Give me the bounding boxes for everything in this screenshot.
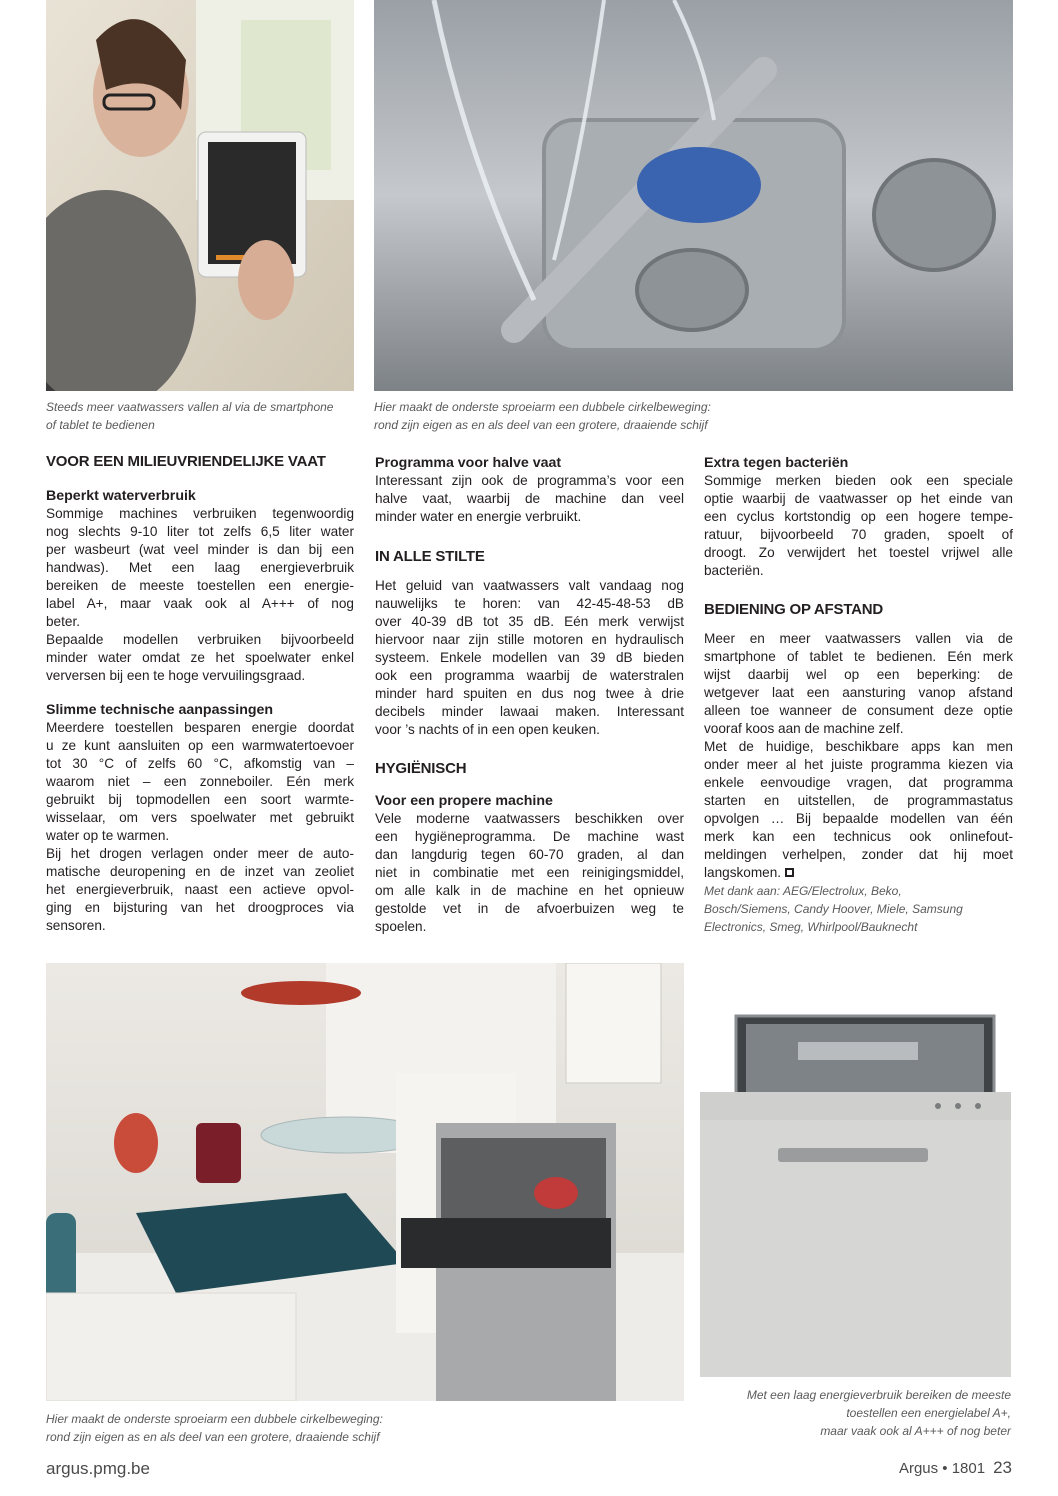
page-number: 23 bbox=[993, 1458, 1012, 1477]
end-of-article-icon bbox=[785, 868, 794, 877]
text-line: Interessant zijn ook de programma’s voor een bbox=[375, 473, 684, 488]
caption-line: toestellen een energielabel A+, bbox=[846, 1406, 1011, 1420]
text-line: gebruikt bij topmodellen een soort warmte- bbox=[46, 792, 354, 807]
text-line: alleen toe wanneer de consument deze optie bbox=[704, 703, 1013, 718]
text-line: spoelen. bbox=[375, 919, 427, 934]
text-line: Meerdere toestellen besparen energie doordat bbox=[46, 720, 354, 735]
acknowledgements bbox=[704, 882, 1013, 936]
text-line: systeem. Enkele modellen van 39 dB bieden bbox=[375, 650, 684, 665]
text-line: om alle kalk in de machine en het opnieuw bbox=[375, 883, 684, 898]
text-line: minder hard spuiten en dus nog twee à drie bbox=[375, 686, 684, 701]
paragraph bbox=[704, 738, 1013, 882]
text-line: ook een programma waarbij de waterstralen bbox=[375, 668, 684, 683]
text-line: bacteriën. bbox=[704, 563, 764, 578]
text-line: nog slechts 9-10 liter tot zelfs 6,5 liter water bbox=[46, 524, 354, 539]
acknowledgement-line: Bosch/Siemens, Candy Hoover, Miele, Samsung bbox=[704, 902, 963, 916]
text-line: sensoren. bbox=[46, 918, 106, 933]
paragraph bbox=[704, 630, 1013, 738]
caption-line: Met een laag energieverbruik bereiken de meeste bbox=[746, 1388, 1011, 1402]
text-line: Meer en meer vaatwassers vallen via de bbox=[704, 631, 1013, 646]
text-line: voor ’s nachts of in een open keuken. bbox=[375, 722, 600, 737]
photo-kitchen-dishwasher bbox=[46, 963, 684, 1401]
text-line: minder water en energie verbruikt. bbox=[375, 509, 582, 524]
text-line: dan langdurig tegen 60-70 graden, al dan bbox=[375, 847, 684, 862]
text-line: een cyclus kortstondig op een hogere tempe- bbox=[704, 509, 1013, 524]
subheading: Programma voor halve vaat bbox=[375, 455, 562, 471]
text-line: een hygiëneprogramma. De machine wast bbox=[375, 829, 684, 844]
text-line: nauwelijks te horen: van 42-45-48-53 dB bbox=[375, 596, 684, 611]
paragraph bbox=[46, 631, 354, 685]
text-line: onder meer al het juiste programma kiezen via bbox=[704, 757, 1013, 772]
caption-line: Steeds meer vaatwassers vallen al via de smartphone bbox=[46, 400, 334, 414]
caption-bottom-left bbox=[46, 1410, 466, 1446]
text-line: starten en uitstellen, de programmastatus bbox=[704, 793, 1013, 808]
text-line: opvolgen … Bij bepaalde modellen van één bbox=[704, 811, 1013, 826]
text-line: water op te warmen. bbox=[46, 828, 170, 843]
section-heading: VOOR EEN MILIEUVRIENDELIJKE VAAT bbox=[46, 453, 326, 470]
text-line: wijst daarbij wel op een beperking: de bbox=[704, 667, 1013, 682]
text-line: het energieverbruik, naast een actieve opvol- bbox=[46, 882, 354, 897]
text-line: enkele eenvoudige vragen, dat programma bbox=[704, 775, 1013, 790]
text-line: Vele moderne vaatwassers beschikken over bbox=[375, 811, 684, 826]
page-footer bbox=[899, 1458, 1012, 1478]
paragraph bbox=[46, 505, 354, 631]
text-line: beter. bbox=[46, 614, 81, 629]
caption-line: Hier maakt de onderste sproeiarm een dubbele cirkelbeweging: bbox=[46, 1412, 383, 1426]
text-line: handwas). Met een laag energieverbruik bbox=[46, 560, 354, 575]
text-line: hiervoor naar zijn stille motoren en hydraulisch bbox=[375, 632, 684, 647]
section-heading: BEDIENING OP AFSTAND bbox=[704, 601, 884, 618]
website-link[interactable]: argus.pmg.be bbox=[46, 1459, 150, 1478]
section-heading: HYGIËNISCH bbox=[375, 760, 467, 777]
text-line: bereiken de meeste toestellen een energie- bbox=[46, 578, 354, 593]
text-line: Bij het drogen verlagen onder meer de auto- bbox=[46, 846, 354, 861]
column-1 bbox=[46, 452, 354, 935]
text-line: Sommige merken bieden ook een speciale bbox=[704, 473, 1013, 488]
paragraph bbox=[46, 719, 354, 845]
text-line: tot 30 °C of zelfs 60 °C, afkomstig van – bbox=[46, 756, 354, 771]
text-line: label A+, maar vaak ook al A+++ of nog bbox=[46, 596, 354, 611]
text-line: optie waarbij de vaatwasser op het einde van bbox=[704, 491, 1013, 506]
column-2 bbox=[375, 454, 684, 936]
text-line: smartphone of tablet te bedienen. Eén merk bbox=[704, 649, 1013, 664]
text-line: u ze kunt aansluiten op een warmwatertoevoer bbox=[46, 738, 354, 753]
photo-dishwasher-interior bbox=[374, 0, 1013, 391]
subheading: Slimme technische aanpassingen bbox=[46, 702, 274, 718]
text-line: per wasbeurt (wat veel minder is dan bij een bbox=[46, 542, 354, 557]
text-line: waarom niet – een zonneboiler. Eén merk bbox=[46, 774, 354, 789]
caption-line: of tablet te bedienen bbox=[46, 418, 155, 432]
subheading: Voor een propere machine bbox=[375, 793, 553, 809]
caption-line: rond zijn eigen as en als deel van een grotere, draaiende schijf bbox=[374, 418, 708, 432]
text-line: over 40-39 dB tot 35 dB. Eén merk verwijst bbox=[375, 614, 684, 629]
text-line: Het geluid van vaatwassers valt vandaag nog bbox=[375, 578, 684, 593]
text-line: droogt. Zo verwijdert het toestel vrijwel alle bbox=[704, 545, 1013, 560]
paragraph bbox=[46, 845, 354, 935]
text-line: merk kan een technicus ook onlinefout- bbox=[704, 829, 1013, 844]
text-line bbox=[704, 864, 1013, 882]
text-line: Bepaalde modellen verbruiken bijvoorbeeld bbox=[46, 632, 354, 647]
column-3 bbox=[704, 454, 1013, 936]
paragraph bbox=[375, 810, 684, 936]
text-line: minder water omdat ze het spoelwater enkel bbox=[46, 650, 354, 665]
caption-bottom-right bbox=[713, 1386, 1011, 1440]
caption-top-right bbox=[374, 398, 794, 434]
photo-built-in-dishwasher bbox=[698, 1014, 1013, 1379]
text-line: matische deuropening en de inzet van zeoliet bbox=[46, 864, 354, 879]
text-line: ratuur, bijvoorbeeld 70 graden, spoelt of bbox=[704, 527, 1013, 542]
text-line: ging en bijsturing van het droogproces via bbox=[46, 900, 354, 915]
text-line: vooraf koos aan de machine zelf. bbox=[704, 721, 904, 736]
text-line: decibels minder lawaai maken. Interessant bbox=[375, 704, 684, 719]
section-heading: IN ALLE STILTE bbox=[375, 548, 485, 565]
caption-line: maar vaak ook al A+++ of nog beter bbox=[820, 1424, 1011, 1438]
paragraph bbox=[704, 472, 1013, 580]
photo-woman-tablet bbox=[46, 0, 354, 391]
acknowledgement-line: Met dank aan: AEG/Electrolux, Beko, bbox=[704, 884, 902, 898]
magazine-issue: Argus • 1801 bbox=[898, 1460, 986, 1477]
paragraph bbox=[375, 577, 684, 739]
text-line: halve vaat, waarbij de machine dan veel bbox=[375, 491, 684, 506]
text-line: wisselaar, om vers spoelwater met gebruikt bbox=[46, 810, 354, 825]
subheading: Extra tegen bacteriën bbox=[704, 455, 849, 471]
text-line: meldingen verhelpen, zonder dat hij moet bbox=[704, 847, 1013, 862]
text-line: verversen bij een te hoge vervuilingsgraad. bbox=[46, 668, 306, 683]
acknowledgement-line: Electronics, Smeg, Whirlpool/Bauknecht bbox=[704, 920, 918, 934]
caption-line: rond zijn eigen as en als deel van een grotere, draaiende schijf bbox=[46, 1430, 380, 1444]
caption-top-left bbox=[46, 398, 356, 434]
subheading: Beperkt waterverbruik bbox=[46, 488, 196, 504]
text-line: niet in combinatie met een reinigingsmiddel, bbox=[375, 865, 684, 880]
text-line: wetgever laat een aansturing vanop afstand bbox=[704, 685, 1013, 700]
text-fragment: langskomen. bbox=[704, 865, 782, 880]
text-line: Sommige machines verbruiken tegenwoordig bbox=[46, 506, 354, 521]
text-line: gestolde vet in de afvoerbuizen weg te bbox=[375, 901, 684, 916]
text-line: Met de huidige, beschikbare apps kan men bbox=[704, 739, 1013, 754]
caption-line: Hier maakt de onderste sproeiarm een dubbele cirkelbeweging: bbox=[374, 400, 711, 414]
paragraph bbox=[375, 472, 684, 526]
